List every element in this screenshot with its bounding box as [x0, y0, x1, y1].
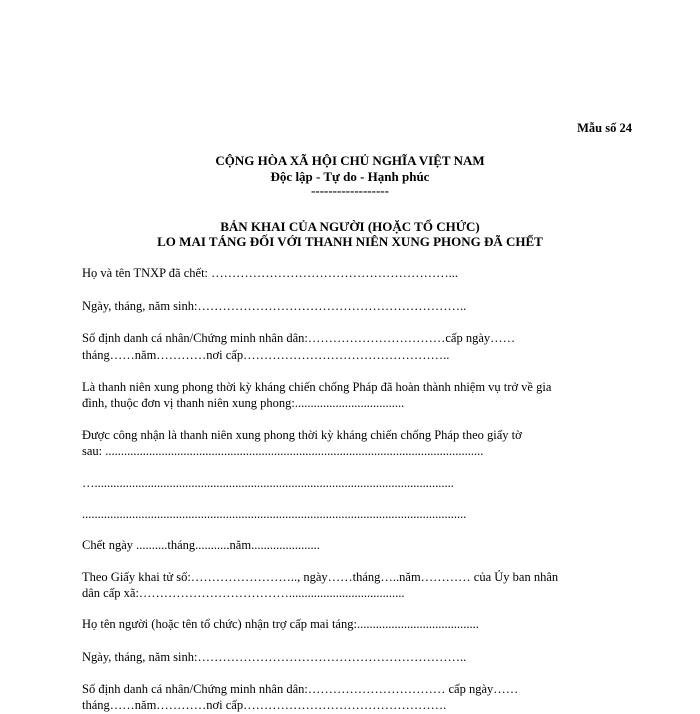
- recognition-statement-line1: Được công nhận là thanh niên xung phong thời kỳ kháng chiến chống Pháp theo giấy tờ: [82, 428, 522, 442]
- service-statement-line2: đình, thuộc đơn vị thanh niên xung phong:...................................: [82, 396, 405, 410]
- deceased-id-field-line2: tháng……năm…………nơi cấp…………………………………………..: [82, 348, 450, 362]
- death-certificate-field-line1: Theo Giấy khai tử số:…………………….., ngày……tháng…..năm………… của Ủy ban nhân: [82, 570, 559, 584]
- national-motto: Độc lập - Tự do - Hạnh phúc: [270, 169, 430, 184]
- deceased-name-field: Họ và tên TNXP đã chết: …………………………………………………...: [82, 266, 459, 280]
- document-title-line2: LO MAI TÁNG ĐỐI VỚI THANH NIÊN XUNG PHONG ĐÃ CHẾT: [157, 234, 543, 249]
- document-title-line1: BẢN KHAI CỦA NGƯỜI (HOẶC TỔ CHỨC): [220, 219, 480, 234]
- recipient-id-field-line1: Số định danh cá nhân/Chứng minh nhân dân:…………………………… cấp ngày……: [82, 682, 519, 696]
- form-number: Mẫu số 24: [577, 121, 632, 135]
- death-date-field: Chết ngày ..........tháng...........năm......................: [82, 538, 320, 552]
- service-statement-line1: Là thanh niên xung phong thời kỳ kháng chiến chống Pháp đã hoàn thành nhiệm vụ trở về gia: [82, 380, 552, 394]
- recipient-dob-field: Ngày, tháng, năm sinh:………………………………………………………..: [82, 650, 467, 664]
- dotted-line-2: ...........................................................................................................................: [82, 507, 467, 521]
- recipient-name-field: Họ tên người (hoặc tên tổ chức) nhận trợ cấp mai táng:.......................................: [82, 617, 479, 631]
- national-title: CỘNG HÒA XÃ HỘI CHỦ NGHĨA VIỆT NAM: [215, 153, 485, 168]
- deceased-dob-field: Ngày, tháng, năm sinh:………………………………………………………..: [82, 299, 467, 313]
- deceased-id-field-line1: Số định danh cá nhân/Chứng minh nhân dân:……………………………cấp ngày……: [82, 331, 516, 345]
- header-divider: ------------------: [311, 183, 389, 198]
- recognition-statement-line2: sau: .........................................................................................................................: [82, 444, 484, 458]
- death-certificate-field-line2: dân cấp xã:……………………………….....................................: [82, 586, 405, 600]
- recipient-id-field-line2: tháng……năm…………nơi cấp………………………………………….: [82, 698, 447, 712]
- dotted-line-1: …...................................................................................................................: [82, 476, 454, 490]
